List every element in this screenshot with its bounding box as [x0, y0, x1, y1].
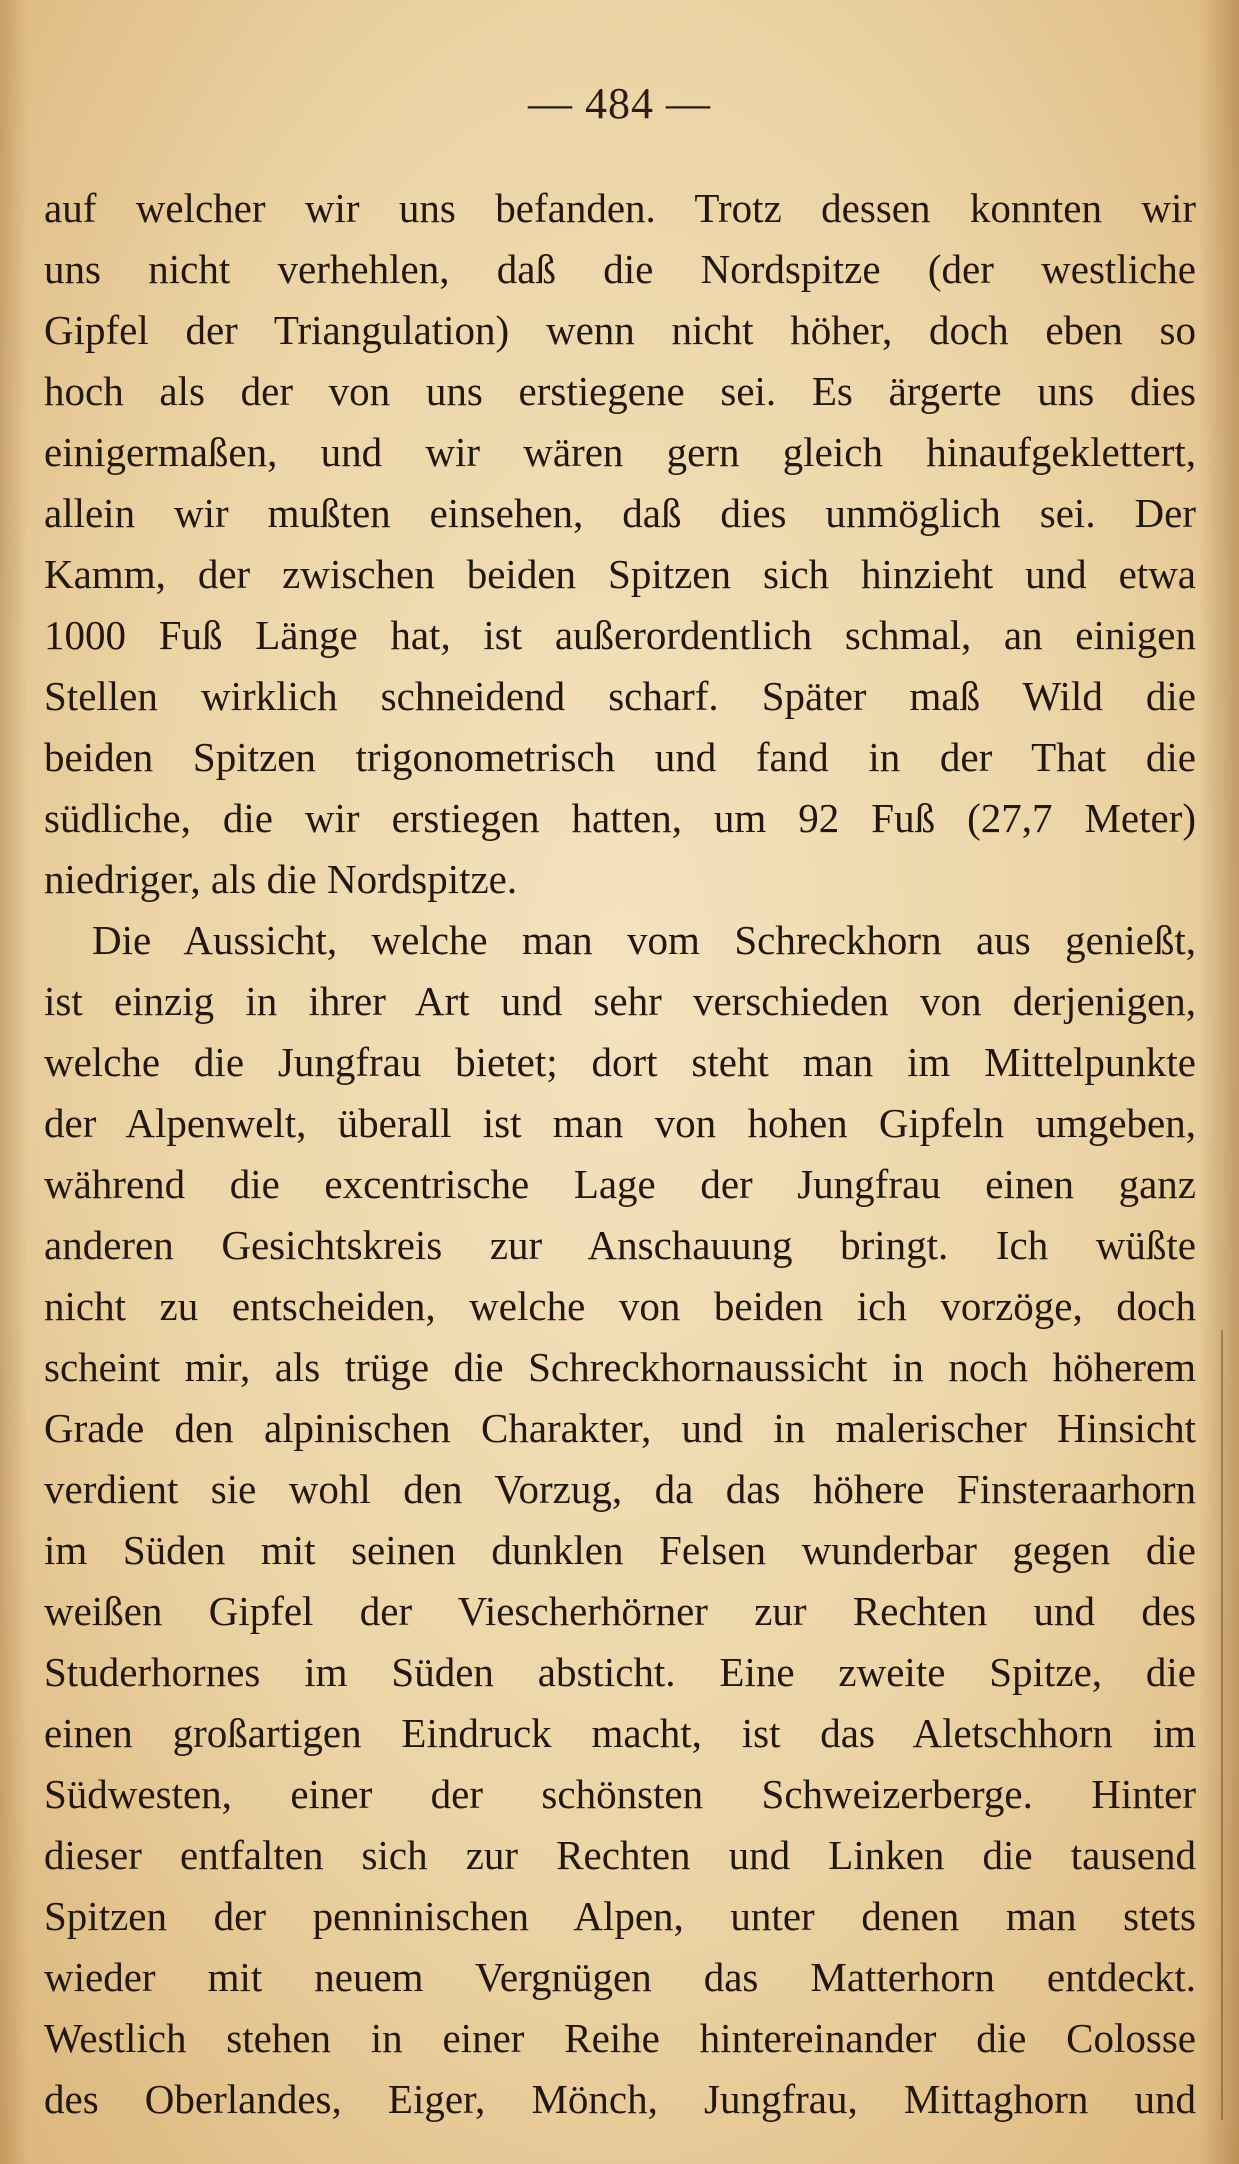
text-line: im Süden mit seinen dunklen Felsen wunderbar gegen die	[44, 1527, 1196, 1573]
text-line: weißen Gipfel der Viescherhörner zur Rechten und des	[44, 1588, 1196, 1634]
text-line: welche die Jungfrau bietet; dort steht man im Mittelpunkte	[44, 1039, 1196, 1085]
text-line: Kamm, der zwischen beiden Spitzen sich hinzieht und etwa	[44, 551, 1196, 597]
text-line: nicht zu entscheiden, welche von beiden ich vorzöge, doch	[44, 1283, 1196, 1329]
text-line: 1000 Fuß Länge hat, ist außerordentlich schmal, an einigen	[44, 612, 1196, 658]
text-line: Gipfel der Triangulation) wenn nicht höher, doch eben so	[44, 307, 1196, 353]
text-line: verdient sie wohl den Vorzug, da das höhere Finsteraarhorn	[44, 1466, 1196, 1512]
body-text	[44, 178, 1196, 2130]
text-line: niedriger, als die Nordspitze.	[44, 856, 518, 902]
text-line: uns nicht verhehlen, daß die Nordspitze (der westliche	[44, 246, 1196, 292]
text-line: hoch als der von uns erstiegene sei. Es ärgerte uns dies	[44, 368, 1196, 414]
text-line: Spitzen der penninischen Alpen, unter denen man stets	[44, 1893, 1196, 1939]
text-line: ist einzig in ihrer Art und sehr verschieden von derjenigen,	[44, 978, 1196, 1024]
page-gutter-shadow	[0, 0, 28, 2164]
page-edge-shadow	[1199, 0, 1239, 2164]
text-line: Grade den alpinischen Charakter, und in malerischer Hinsicht	[44, 1405, 1196, 1451]
text-line: einen großartigen Eindruck macht, ist das Aletschhorn im	[44, 1710, 1196, 1756]
text-line: Die Aussicht, welche man vom Schreckhorn aus genießt,	[92, 917, 1196, 963]
text-line: anderen Gesichtskreis zur Anschauung bringt. Ich wüßte	[44, 1222, 1196, 1268]
text-line: beiden Spitzen trigonometrisch und fand in der That die	[44, 734, 1196, 780]
text-line: während die excentrische Lage der Jungfrau einen ganz	[44, 1161, 1196, 1207]
text-line: allein wir mußten einsehen, daß dies unmöglich sei. Der	[44, 490, 1196, 536]
text-line: wieder mit neuem Vergnügen das Matterhorn entdeckt.	[44, 1954, 1196, 2000]
text-line: auf welcher wir uns befanden. Trotz dessen konnten wir	[44, 185, 1196, 231]
text-line: dieser entfalten sich zur Rechten und Linken die tausend	[44, 1832, 1196, 1878]
text-line: Studerhornes im Süden absticht. Eine zweite Spitze, die	[44, 1649, 1196, 1695]
text-line: Südwesten, einer der schönsten Schweizerberge. Hinter	[44, 1771, 1196, 1817]
text-line: Stellen wirklich schneidend scharf. Später maß Wild die	[44, 673, 1196, 719]
text-line: scheint mir, als trüge die Schreckhornaussicht in noch höherem	[44, 1344, 1196, 1390]
text-line: des Oberlandes, Eiger, Mönch, Jungfrau, Mittaghorn und	[44, 2076, 1196, 2122]
text-line: südliche, die wir erstiegen hatten, um 92 Fuß (27,7 Meter)	[44, 795, 1196, 841]
text-line: Westlich stehen in einer Reihe hintereinander die Colosse	[44, 2015, 1196, 2061]
text-line: einigermaßen, und wir wären gern gleich hinaufgeklettert,	[44, 429, 1196, 475]
page-edge-line	[1221, 1330, 1223, 2120]
page-number: — 484 —	[528, 79, 711, 128]
text-line: der Alpenwelt, überall ist man von hohen Gipfeln umgeben,	[44, 1100, 1196, 1146]
